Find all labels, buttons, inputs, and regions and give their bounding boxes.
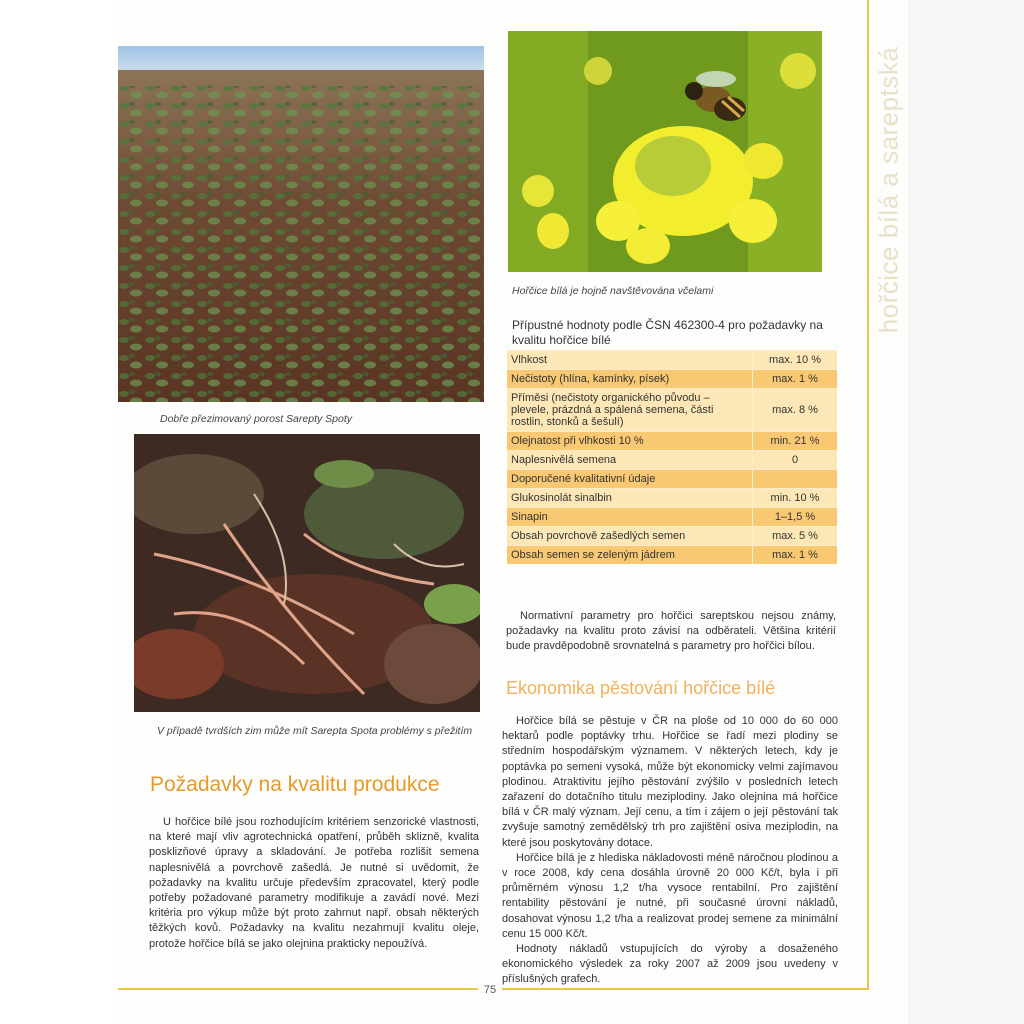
table-cell-label: Příměsi (nečistoty organického původu – plevele, prázdná a spálená semena, části rostlin, stonků a šešulí): [507, 389, 753, 432]
body-text: Hořčice bílá se pěstuje v ČR na ploše od 10 000 do 60 000 hektarů podle poptávky trhu. Hořčice se řadí mezi plodiny se středním hospodářským významem. V některých letech, kdy je poptávka po semeni vysoká, může být ekonomicky velmi zajímavou plodinou. Atraktivitu jejího pěstování zvýšilo v posledních letech zařazení do dotačního titulu meziplodiny. Jako olejnina má hořčice bílá v ČR malý význam. Její cenu, a tím i zájem o její pěstování tak zvyšuje samotný zemědělský trh pro zajištění osiva meziplodin, na které jsou poskytovány dotace.: [502, 715, 838, 849]
body-text: U hořčice bílé jsou rozhodujícím kritériem senzorické vlastnosti, na které mají vliv agrotechnická opatření, průběh sklizně, kvalita posklizňové úpravy a skladování. Je potřeba rozlišit semena naplesnivělá a povrchově zašedlá. Je nutné si uvědomit, že požadavky na kvalitu určuje především zpracovatel, který podle potřeby požadované parametry modifikuje a zavádí nové. Mezi kritéria pro výkup může být proto zahrnut např. obsah některých těžkých kovů. Požadavky na kvalitu nezahrnují kvalitu oleje, protože hořčice bílá se jako olejnina prakticky nepoužívá.: [149, 816, 479, 950]
quality-text: [149, 815, 479, 952]
field-photo: [118, 46, 484, 402]
table-cell-label: Vlhkost: [507, 351, 753, 370]
frost-photo-caption: V případě tvrdších zim může mít Sarepta Spota problémy s přežitím: [157, 725, 473, 737]
table-cell-value: 0: [753, 451, 838, 470]
table-row: [507, 470, 837, 489]
table-title: Přípustné hodnoty podle ČSN 462300-4 pro požadavky na kvalitu hořčice bílé: [512, 318, 823, 347]
table-row: [507, 546, 837, 565]
quality-heading: Požadavky na kvalitu produkce: [150, 773, 440, 796]
bee-flower-photo: [508, 31, 822, 272]
bee-photo-caption: Hořčice bílá je hojně navštěvována včelami: [512, 285, 714, 297]
table-cell-label: Doporučené kvalitativní údaje: [507, 470, 753, 489]
table-row: [507, 370, 837, 389]
table-cell-label: Naplesnivělá semena: [507, 451, 753, 470]
table-cell-value: max. 10 %: [753, 351, 838, 370]
table-row: [507, 432, 837, 451]
table-cell-label: Obsah povrchově zašedlých semen: [507, 527, 753, 546]
sarepta-paragraph: [506, 609, 836, 655]
body-text: Normativní parametry pro hořčici sareptskou nejsou známy, požadavky na kvalitu proto závisí na odběrateli. Většina kritérií bude pravděpodobně srovnatelná s parametry pro hořčici bílou.: [506, 610, 836, 653]
table-cell-value: min. 10 %: [753, 489, 838, 508]
table-row: [507, 489, 837, 508]
table-row: [507, 527, 837, 546]
quality-spec-table: [507, 350, 837, 564]
table-cell-label: Nečistoty (hlína, kamínky, písek): [507, 370, 753, 389]
economics-heading: Ekonomika pěstování hořčice bílé: [506, 678, 776, 698]
table-cell-label: Olejnatost při vlhkosti 10 %: [507, 432, 753, 451]
side-title: hořčice bílá a sareptská: [873, 46, 904, 334]
table-cell-value: max. 1 %: [753, 370, 838, 389]
table-row: [507, 451, 837, 470]
table-cell-value: min. 21 %: [753, 432, 838, 451]
table-cell-value: [753, 470, 838, 489]
economics-text: [502, 714, 838, 988]
table-row: [507, 389, 837, 432]
table-cell-label: Glukosinolát sinalbin: [507, 489, 753, 508]
field-photo-caption: Dobře přezimovaný porost Sarepty Spoty: [160, 413, 353, 425]
table-cell-label: Obsah semen se zeleným jádrem: [507, 546, 753, 565]
table-cell-label: Sinapin: [507, 508, 753, 527]
frost-damage-photo: [134, 434, 480, 712]
table-cell-value: 1–1,5 %: [753, 508, 838, 527]
body-text: Hodnoty nákladů vstupujících do výroby a dosaženého ekonomického výsledek za roky 2007 až 2009 jsou uvedeny v příslušných grafech.: [502, 943, 838, 986]
table-cell-value: max. 1 %: [753, 546, 838, 565]
table-cell-value: max. 8 %: [753, 389, 838, 432]
table-cell-value: max. 5 %: [753, 527, 838, 546]
right-rule-line: [867, 0, 869, 990]
table-row: [507, 508, 837, 527]
table-row: [507, 351, 837, 370]
body-text: Hořčice bílá je z hlediska nákladovosti méně náročnou plodinou a v roce 2008, kdy cena dosáhla úrovně 20 000 Kč/t, byla i při průměrném výnosu 1,2 t/ha vysoce rentabilní. Pro zajištění rentability pěstování je nutné, při současné úrovni nákladů, dosahovat výnosu 1,2 t/ha a realizovat prodej semene za minimální cenu 15 000 Kč/t.: [502, 851, 838, 940]
page-margin: [908, 0, 1024, 1024]
page-number: 75: [478, 984, 502, 996]
